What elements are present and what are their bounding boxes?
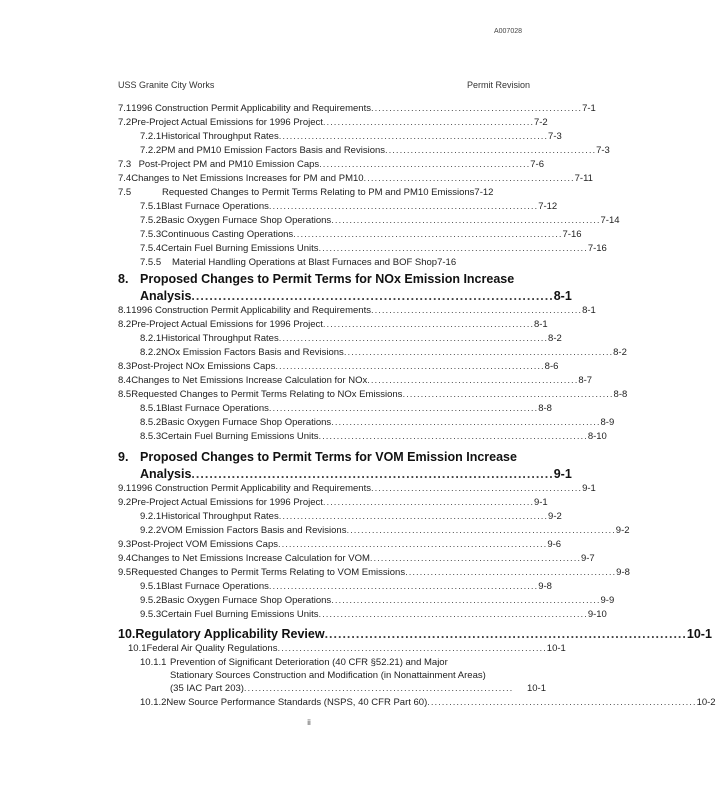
toc-entry[interactable]: 9.5.1 Blast Furnace Operations .......................................................................... 9-8	[140, 581, 552, 592]
toc-page: 8-7	[578, 375, 593, 386]
toc-title: Changes to Net Emissions Increase Calculation for NOx	[131, 375, 368, 386]
toc-title: Post-Project NOx Emissions Caps	[131, 361, 276, 372]
toc-entry[interactable]: 7.2 Pre-Project Actual Emissions for 1996 Project .......................................................... 7-2	[118, 117, 548, 128]
toc-title: Basic Oxygen Furnace Shop Operations	[161, 417, 332, 428]
toc-page: 7-11	[574, 173, 593, 184]
toc-page: 7-1	[582, 103, 596, 114]
toc-title: Historical Throughput Rates	[161, 511, 279, 522]
toc-title: NOx Emission Factors Basis and Revisions	[161, 347, 344, 358]
toc-page: 7-12	[538, 201, 558, 212]
toc-number: 7.2.2	[140, 145, 162, 156]
toc-chapter-8-cont[interactable]: Analysis ................................................................................. 8-1	[140, 289, 572, 303]
toc-title: Requested Changes to Permit Terms Relating to NOx Emissions	[131, 389, 403, 400]
document-id: A007028	[493, 28, 522, 35]
toc-number: 8.5	[118, 389, 132, 400]
toc-chapter-8[interactable]	[118, 272, 546, 287]
toc-number: 8.5.1	[140, 403, 162, 414]
toc-page: 7-16	[437, 257, 457, 268]
toc-number: 7.2.1	[140, 131, 162, 142]
toc-entry[interactable]: 7.4 Changes to Net Emissions Increases for PM and PM10 .......................................................... 7-11	[118, 173, 593, 184]
toc-entry[interactable]: 8.2.1 Historical Throughput Rates .......................................................................... 8-2	[140, 333, 562, 344]
toc-page: 8-2	[613, 347, 627, 358]
toc-title: Basic Oxygen Furnace Shop Operations	[161, 215, 332, 226]
toc-chapter-10[interactable]: 10. Regulatory Applicability Review ................................................................................. 10-1	[118, 627, 712, 641]
toc-number: 8.4	[118, 375, 132, 386]
toc-page: 7-16	[562, 229, 582, 240]
toc-page: 7-14	[600, 215, 620, 226]
toc-entry[interactable]	[140, 257, 544, 268]
toc-number: 7.4	[118, 173, 132, 184]
toc-title: Requested Changes to Permit Terms Relating to PM and PM10 Emissions	[162, 187, 475, 198]
toc-title: Regulatory Applicability Review	[135, 627, 325, 641]
toc-page: 8-1	[582, 305, 596, 316]
toc-title: Continuous Casting Operations	[161, 229, 294, 240]
toc-title: Pre-Project Actual Emissions for 1996 Project	[131, 117, 323, 128]
toc-title: Changes to Net Emissions Increases for PM and PM10	[131, 173, 364, 184]
toc-page: 7-6	[530, 159, 544, 170]
toc-entry[interactable]: 10.1 Federal Air Quality Regulations .......................................................................... 10-1	[128, 643, 566, 654]
toc-page: 9-10	[587, 609, 607, 620]
toc-entry[interactable]: 9.2.2 VOM Emission Factors Basis and Revisions .......................................................................... 9-2	[140, 525, 630, 536]
toc-number: 9.2	[118, 497, 132, 508]
toc-number: 8.	[118, 272, 129, 286]
toc-entry-cont[interactable]: (35 IAC Part 203) .......................................................................... 10-1	[170, 683, 546, 694]
toc-number: 8.2.1	[140, 333, 162, 344]
toc-number: 10.1.2	[140, 697, 167, 708]
toc-number: 8.5.3	[140, 431, 162, 442]
toc-page: 7-3	[548, 131, 562, 142]
toc-entry[interactable]: 9.2.1 Historical Throughput Rates .......................................................................... 9-2	[140, 511, 562, 522]
toc-entry[interactable]: 8.3 Post-Project NOx Emissions Caps .......................................................................... 8-6	[118, 361, 559, 372]
page-number: ii	[307, 718, 311, 727]
toc-page: 8-1	[553, 289, 572, 303]
toc-entry[interactable]	[140, 657, 546, 668]
toc-entry[interactable]: 7.5.1 Blast Furnace Operations .......................................................................... 7-12	[140, 201, 558, 212]
toc-number: 7.5.2	[140, 215, 162, 226]
toc-entry[interactable]: 9.3 Post-Project VOM Emissions Caps .......................................................................... 9-6	[118, 539, 562, 550]
toc-number: 9.5	[118, 567, 132, 578]
toc-title: Certain Fuel Burning Emissions Units	[161, 609, 319, 620]
toc-page: 7-16	[587, 243, 607, 254]
toc-entry[interactable]: 8.4 Changes to Net Emissions Increase Calculation for NOx .......................................................... 8-7	[118, 375, 593, 386]
toc-title: Certain Fuel Burning Emissions Units	[161, 431, 319, 442]
toc-entry[interactable]: 7.3 Post-Project PM and PM10 Emission Caps .......................................................... 7-6	[118, 159, 544, 170]
toc-number: 9.4	[118, 553, 132, 564]
toc-number: 7.5.3	[140, 229, 162, 240]
toc-number: 7.5.1	[140, 201, 162, 212]
toc-page: 9-1	[533, 497, 548, 508]
toc-page: 8-2	[548, 333, 562, 344]
header-left: USS Granite City Works	[118, 80, 215, 90]
toc-title: Pre-Project Actual Emissions for 1996 Project	[131, 319, 323, 330]
toc-number: 8.2	[118, 319, 132, 330]
toc-title: Historical Throughput Rates	[161, 131, 279, 142]
toc-entry[interactable]: 8.5.1 Blast Furnace Operations .......................................................................... 8-8	[140, 403, 552, 414]
toc-number: 10.	[118, 627, 136, 641]
toc-page: 10-2	[696, 697, 716, 708]
toc-number: 8.5.2	[140, 417, 162, 428]
toc-entry[interactable]: 9.2 Pre-Project Actual Emissions for 1996 Project .......................................................... 9-1	[118, 497, 548, 508]
toc-title: Post-Project VOM Emissions Caps	[131, 539, 278, 550]
toc-number: 9.2.2	[140, 525, 162, 536]
toc-title: Blast Furnace Operations	[161, 201, 269, 212]
toc-page: 10-1	[546, 643, 566, 654]
toc-number: 8.3	[118, 361, 132, 372]
toc-entry[interactable]: 8.5 Requested Changes to Permit Terms Relating to NOx Emissions .......................................................... 8-8	[118, 389, 628, 400]
toc-number: 7.1	[118, 103, 132, 114]
toc-number: 8.1	[118, 305, 132, 316]
toc-title: VOM Emission Factors Basis and Revisions	[161, 525, 347, 536]
toc-entry[interactable]: 8.5.2 Basic Oxygen Furnace Shop Operations .......................................................................... 8-9	[140, 417, 615, 428]
toc-title: Certain Fuel Burning Emissions Units	[161, 243, 319, 254]
toc-number: 9.5.2	[140, 595, 162, 606]
toc-page: 8-10	[587, 431, 607, 442]
toc-title: Basic Oxygen Furnace Shop Operations	[161, 595, 332, 606]
toc-page: 8-8	[538, 403, 552, 414]
toc-entry[interactable]: 7.2.2 PM and PM10 Emission Factors Basis and Revisions .......................................................... 7-3	[140, 145, 610, 156]
toc-page: 7-12	[474, 187, 494, 198]
toc-title: Blast Furnace Operations	[161, 581, 269, 592]
header-right: Permit Revision	[466, 80, 530, 90]
toc-page: 9-9	[600, 595, 615, 606]
toc-entry-cont[interactable]	[170, 670, 546, 681]
toc-entry[interactable]: 7.5.4 Certain Fuel Burning Emissions Units .......................................................................... 7-16	[140, 243, 607, 254]
toc-title: Blast Furnace Operations	[161, 403, 269, 414]
toc-number: 7.2	[118, 117, 132, 128]
toc-page: 9-1	[582, 483, 596, 494]
toc-number: 9.5.3	[140, 609, 162, 620]
toc-title: Requested Changes to Permit Terms Relating to VOM Emissions	[131, 567, 406, 578]
toc-chapter-9[interactable]	[118, 450, 546, 465]
toc-number: 8.2.2	[140, 347, 162, 358]
toc-page: 8-8	[613, 389, 628, 400]
toc-page: 8-9	[600, 417, 615, 428]
toc-page: 7-2	[533, 117, 548, 128]
toc-page: 9-2	[548, 511, 562, 522]
toc-page: 10-1	[526, 683, 546, 694]
toc-entry[interactable]: 9.5 Requested Changes to Permit Terms Relating to VOM Emissions .......................................................... 9-8	[118, 567, 630, 578]
toc-title: Material Handling Operations at Blast Furnaces and BOF Shop	[172, 257, 438, 268]
toc-title: Changes to Net Emissions Increase Calculation for VOM	[131, 553, 370, 564]
toc-page: 10-1	[686, 627, 712, 641]
toc-entry[interactable]: 7.5.3 Continuous Casting Operations .......................................................................... 7-16	[140, 229, 582, 240]
toc-entry[interactable]: 8.2 Pre-Project Actual Emissions for 1996 Project .......................................................... 8-1	[118, 319, 548, 330]
toc-entry[interactable]: 9.5.2 Basic Oxygen Furnace Shop Operations .......................................................................... 9-9	[140, 595, 615, 606]
toc-number: 7.5.5	[140, 257, 162, 268]
toc-page: 9-7	[580, 553, 595, 564]
toc-page: 9-8	[616, 567, 630, 578]
toc-number: 9.2.1	[140, 511, 162, 522]
toc-number: 7.5.4	[140, 243, 162, 254]
toc-title-cont: Analysis	[140, 467, 192, 481]
toc-title: PM and PM10 Emission Factors Basis and Revisions	[161, 145, 386, 156]
toc-title: Post-Project PM and PM10 Emission Caps	[138, 159, 320, 170]
toc-title-cont: Analysis	[140, 289, 192, 303]
toc-number: 9.3	[118, 539, 132, 550]
toc-page: 7-3	[596, 145, 610, 156]
toc-title: New Source Performance Standards (NSPS, 40 CFR Part 60)	[166, 697, 428, 708]
toc-entry[interactable]: 7.1 1996 Construction Permit Applicability and Requirements .......................................................... 7-1	[118, 103, 596, 114]
toc-number: 7.3	[118, 159, 132, 170]
toc-number: 10.1.1	[140, 657, 167, 668]
toc-page: 8-1	[533, 319, 548, 330]
toc-number: 9.1	[118, 483, 132, 494]
toc-title-cont: Stationary Sources Construction and Modification (in Nonattainment Areas)	[170, 670, 486, 681]
toc-entry[interactable]: 7.5.2 Basic Oxygen Furnace Shop Operations .......................................................................... 7-14	[140, 215, 620, 226]
toc-entry[interactable]: 9.1 1996 Construction Permit Applicability and Requirements .......................................................... 9-1	[118, 483, 596, 494]
toc-entry[interactable]	[118, 187, 544, 198]
toc-title: 1996 Construction Permit Applicability and Requirements	[131, 305, 371, 316]
toc-entry[interactable]: 8.1 1996 Construction Permit Applicability and Requirements .......................................................... 8-1	[118, 305, 596, 316]
toc-number: 9.	[118, 450, 129, 464]
toc-title: Federal Air Quality Regulations	[146, 643, 278, 654]
toc-entry[interactable]: 8.2.2 NOx Emission Factors Basis and Revisions .......................................................................... 8-2	[140, 347, 627, 358]
toc-number: 9.5.1	[140, 581, 162, 592]
toc-title: Proposed Changes to Permit Terms for VOM Emission Increase	[140, 450, 517, 464]
toc-title-cont: (35 IAC Part 203)	[170, 683, 244, 694]
toc-entry[interactable]: 8.5.3 Certain Fuel Burning Emissions Units .......................................................................... 8-10	[140, 431, 607, 442]
toc-chapter-9-cont[interactable]: Analysis ................................................................................. 9-1	[140, 467, 572, 481]
toc-title: Prevention of Significant Deterioration (40 CFR §52.21) and Major	[170, 657, 448, 668]
toc-entry[interactable]: 9.5.3 Certain Fuel Burning Emissions Units .......................................................................... 9-10	[140, 609, 607, 620]
toc-page: 8-6	[544, 361, 559, 372]
toc-page: 9-6	[547, 539, 562, 550]
toc-entry[interactable]: 10.1.2 New Source Performance Standards (NSPS, 40 CFR Part 60) .......................................................................... 10-2	[140, 697, 716, 708]
toc-number: 7.5	[118, 187, 132, 198]
toc-page: 9-1	[553, 467, 572, 481]
toc-title: Historical Throughput Rates	[161, 333, 279, 344]
toc-number: 10.1	[128, 643, 147, 654]
toc-entry[interactable]: 7.2.1 Historical Throughput Rates .......................................................................... 7-3	[140, 131, 562, 142]
toc-title: Proposed Changes to Permit Terms for NOx Emission Increase	[140, 272, 515, 286]
toc-page: 9-2	[615, 525, 630, 536]
toc-page: 9-8	[538, 581, 552, 592]
toc-title: 1996 Construction Permit Applicability and Requirements	[131, 483, 371, 494]
toc-entry[interactable]: 9.4 Changes to Net Emissions Increase Calculation for VOM .......................................................... 9-7	[118, 553, 595, 564]
toc-title: 1996 Construction Permit Applicability and Requirements	[131, 103, 371, 114]
toc-title: Pre-Project Actual Emissions for 1996 Project	[131, 497, 323, 508]
